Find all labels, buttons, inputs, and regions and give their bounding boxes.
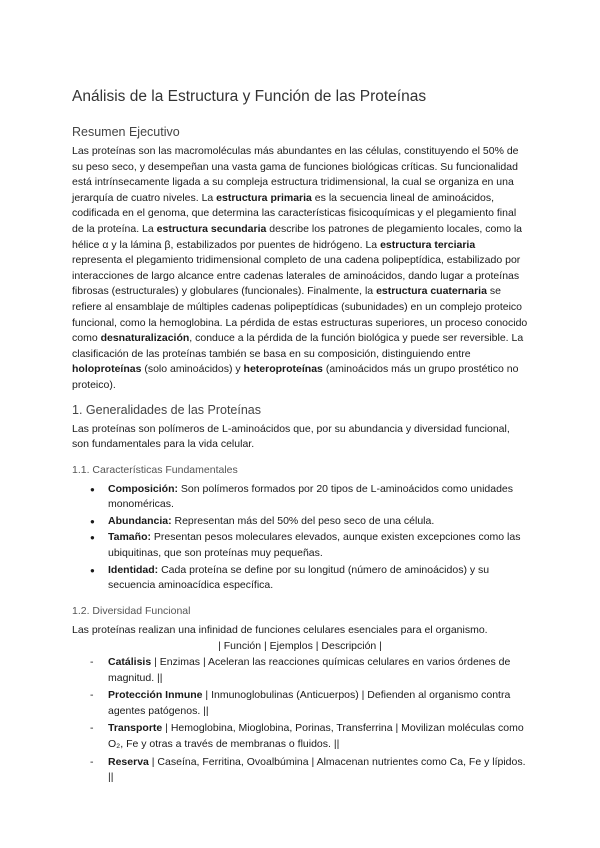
section-1-intro: Las proteínas son polímeros de L-aminoácidos que, por su abundancia y diversidad funcional, son fundamentales para la vida celular. [72,422,510,451]
section-1-2-heading: 1.2. Diversidad Funcional [72,604,191,617]
table-row: - Protección Inmune | Inmunoglobulinas (Anticuerpos) | Defienden al organismo contra agentes patógenos. || [108,688,528,719]
table-row: - Reserva | Caseína, Ferritina, Ovoalbúmina | Almacenan nutrientes como Ca, Fe y lípidos. || [108,755,528,786]
list-item: ● Abundancia: Representan más del 50% del peso seco de una célula. [108,514,528,530]
term-primary-structure: estructura primaria [216,191,312,204]
list-item: ● Identidad: Cada proteína se define por su longitud (número de aminoácidos) y su secuencia aminoacídica específica. [108,563,528,594]
section-1-1-heading: 1.1. Características Fundamentales [72,463,238,476]
term-quaternary-structure: estructura cuaternaria [376,285,487,298]
term-tertiary-structure: estructura terciaria [380,238,476,251]
executive-summary-heading: Resumen Ejecutivo [72,125,180,139]
function-table-rows [72,655,528,786]
table-header-row: | Función | Ejemplos | Descripción | [218,640,382,653]
executive-summary-paragraph: Las proteínas son las macromoléculas más abundantes en las células, constituyendo el 50% de su peso seco, y desempeñan una vasta gama de funciones biológicas críticas. Su funcionalidad está intrínsecamente ligada a su compleja estructura tridimensional, la cual se organiza en una jerarquía de cuatro niveles. La estructura primaria es la secuencia lineal de aminoácidos, codificada en el genoma, que determina las características fisicoquímicas y el plegamiento final de la proteína. La estructura secundaria describe los patrones de plegamiento locales, como la hélice α y la lámina β, estabilizados por puentes de hidrógeno. La estructura terciaria representa el plegamiento tridimensional completo de una cadena polipeptídica, estabilizado por interacciones de largo alcance entre cadenas laterales de aminoácidos, dando lugar a proteínas fibrosas (estructurales) y globulares (funcionales). Finalmente, la estructura cuaternaria se refiere al ensamblaje de múltiples cadenas polipeptídicas (subunidades) en un complejo proteico funcional, como la hemoglobina. La pérdida de estas estructuras superiores, un proceso conocido como desnaturalización, conduce a la pérdida de la función biológica y puede ser reversible. La clasificación de las proteínas también se basa en su composición, distinguiendo entre holoproteínas (solo aminoácidos) y heteroproteínas (aminoácidos más un grupo prostético no proteico). [72,145,528,391]
term-holoproteins: holoproteínas [72,363,142,376]
term-denaturation: desnaturalización [100,332,190,345]
list-item: ● Tamaño: Presentan pesos moleculares elevados, aunque existen excepciones como las ubiquitinas, que son proteínas muy pequeñas. [108,530,528,561]
list-item: ● Composición: Son polímeros formados por 20 tipos de L-aminoácidos como unidades monoméricas. [108,482,528,513]
term-secondary-structure: estructura secundaria [156,222,267,235]
characteristics-list [72,482,528,594]
table-row: - Catálisis | Enzimas | Aceleran las reacciones químicas celulares en varios órdenes de magnitud. || [108,655,528,686]
section-1-2-intro: Las proteínas realizan una infinidad de funciones celulares esenciales para el organismo. [72,623,488,636]
table-row: - Transporte | Hemoglobina, Mioglobina, Porinas, Transferrina | Movilizan moléculas como O₂, Fe y otras a través de membranas o fluidos. || [108,721,528,752]
term-heteroproteins: heteroproteínas [243,363,323,376]
document-title: Análisis de la Estructura y Función de las Proteínas [72,88,427,105]
section-1-heading: 1. Generalidades de las Proteínas [72,402,262,417]
